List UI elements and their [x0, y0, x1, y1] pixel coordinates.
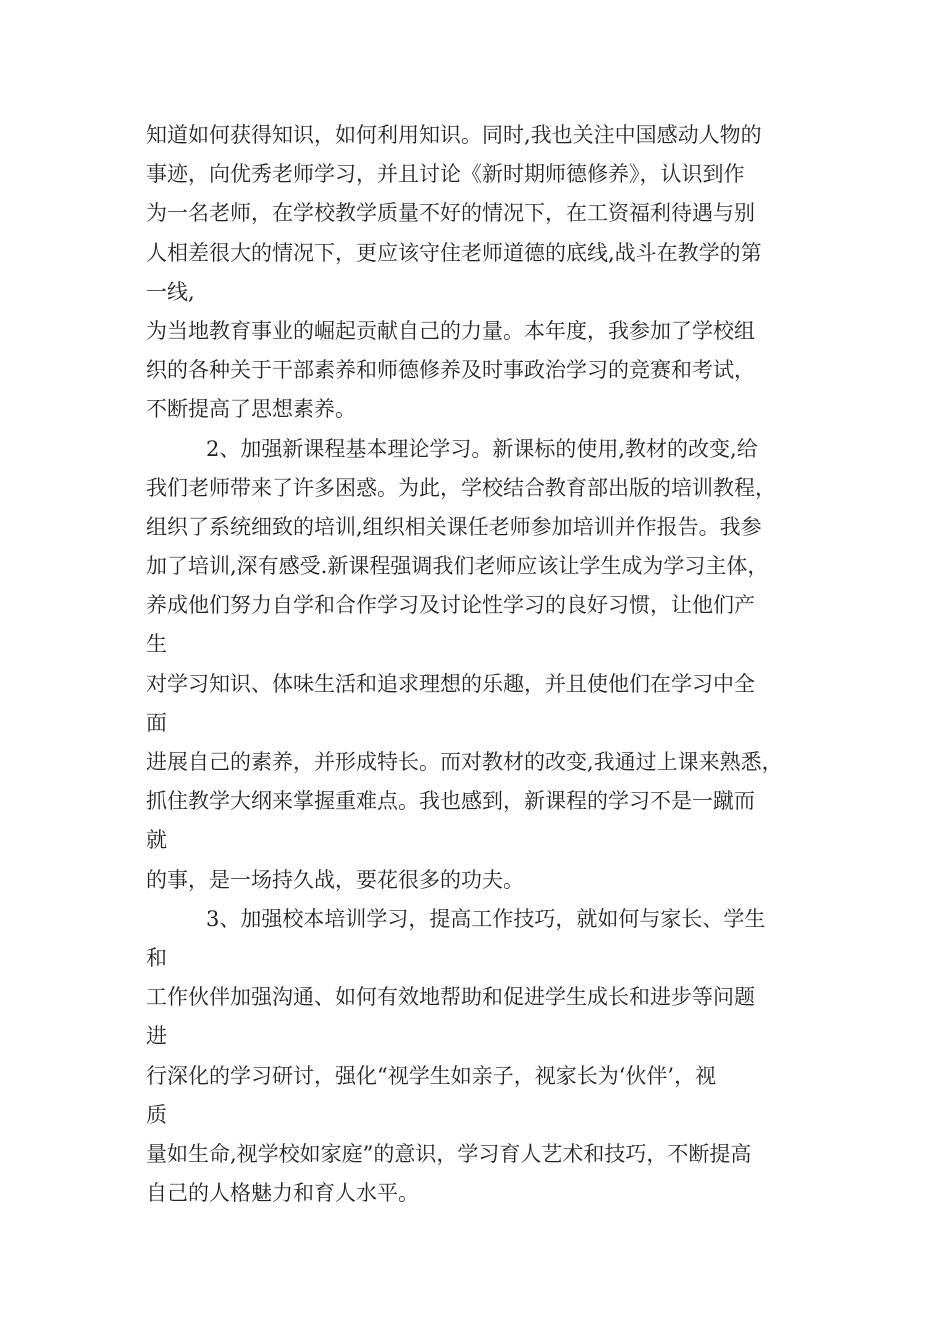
text-line: 人相差很大的情况下，更应该守住老师道德的底线,战斗在教学的第: [146, 240, 762, 265]
text-line: 织的各种关于干部素养和师德修养及时事政治学习的竞赛和考试，: [146, 358, 755, 383]
text-line: 事迹，向优秀老师学习，并且讨论《新时期师德修养》，认识到作: [146, 162, 745, 187]
text-line: 进展自己的素养，并形成特长。而对教材的改变,我通过上课来熟悉，: [146, 750, 783, 774]
text-line: 抓住教学大纲来掌握重难点。我也感到，新课程的学习不是一蹴而: [146, 789, 755, 814]
text-line: 加了培训,深有感受.新课程强调我们老师应该让学生成为学习主体，: [146, 554, 769, 579]
text-line: 组织了系统细致的培训,组织相关课任老师参加培训并作报告。我参: [146, 514, 762, 539]
text-line: 自己的人格魅力和育人水平。: [146, 1181, 419, 1206]
text-line: 对学习知识、体味生活和追求理想的乐趣，并且使他们在学习中全: [146, 671, 755, 696]
text-line: 为一名老师，在学校教学质量不好的情况下，在工资福利待遇与别: [146, 201, 755, 226]
text-line: 生: [146, 632, 167, 657]
text-line: 为当地教育事业的崛起贡献自己的力量。本年度，我参加了学校组: [146, 318, 755, 343]
body-text: [146, 116, 846, 1213]
text-line: 的事，是一场持久战，要花很多的功夫。: [146, 867, 524, 892]
text-line: 我们老师带来了许多困惑。为此，学校结合教育部出版的培训教程，: [146, 475, 776, 500]
text-line-indented: 3、加强校本培训学习，提高工作技巧，就如何与家长、学生: [206, 906, 766, 931]
text-line: 和: [146, 945, 167, 970]
text-line-indented: 2、加强新课程基本理论学习。新课标的使用,教材的改变,给: [206, 436, 758, 461]
text-line: 工作伙伴加强沟通、如何有效地帮助和促进学生成长和进步等问题: [146, 985, 755, 1010]
text-line: 行深化的学习研讨，强化“视学生如亲子，视家长为‘伙伴’，视: [146, 1063, 717, 1088]
text-line: 不断提高了思想素养。: [146, 397, 356, 422]
text-line: 量如生命,视学校如家庭”的意识，学习育人艺术和技巧，不断提高: [146, 1141, 752, 1166]
text-line: 知道如何获得知识，如何利用知识。同时,我也关注中国感动人物的: [146, 123, 762, 147]
text-line: 养成他们努力自学和合作学习及讨论性学习的良好习惯，让他们产: [146, 593, 755, 618]
text-line: 一线,: [146, 279, 195, 304]
text-line: 进: [146, 1024, 167, 1049]
text-line: 就: [146, 828, 167, 853]
text-line: 面: [146, 710, 167, 735]
text-line: 质: [146, 1102, 167, 1127]
